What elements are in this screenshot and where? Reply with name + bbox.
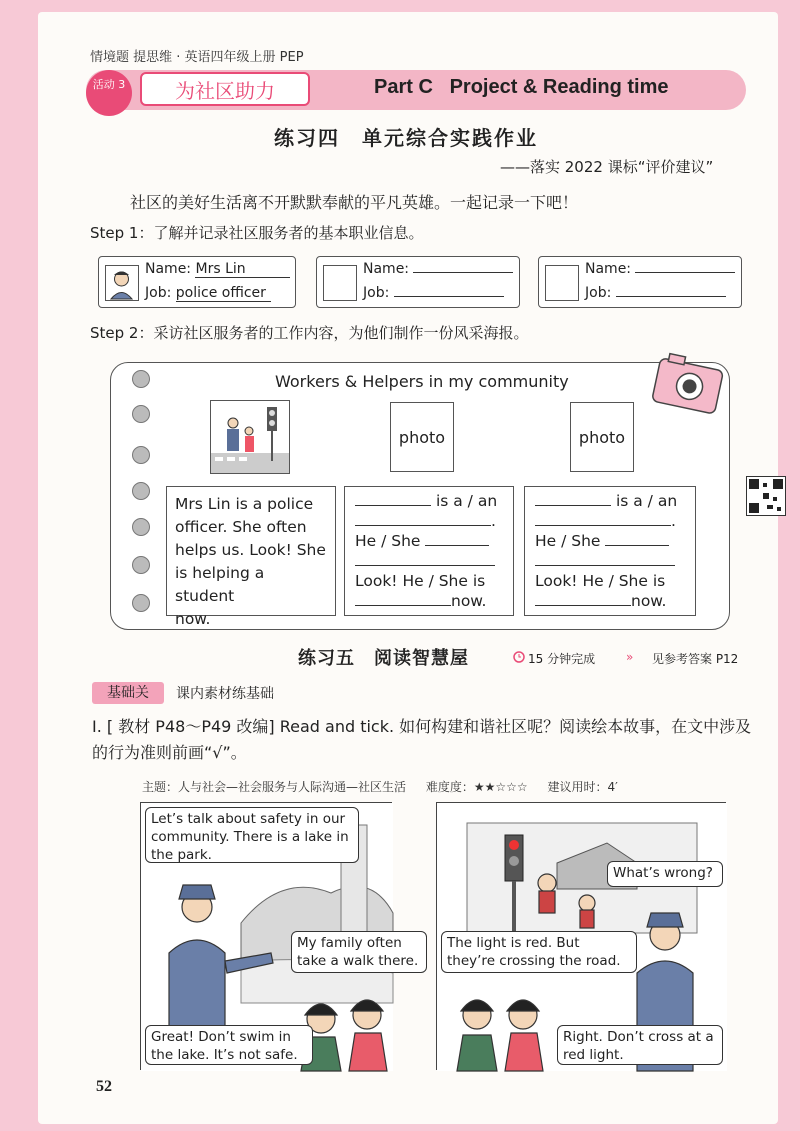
template-line4: Look! He / She is [535,572,666,590]
blank[interactable] [535,505,611,506]
poster-title: Workers & Helpers in my community [275,372,569,391]
alarm-clock-icon [512,648,526,667]
example-line: officer. She often [175,518,307,536]
basic-level-text: 课内素材练基础 [176,686,274,702]
card1-job-label: Job: [145,285,172,301]
blank[interactable] [355,525,491,526]
exercise4-intro: 社区的美好生活离不开默默奉献的平凡英雄。一起记录一下吧！ [130,193,579,212]
speech-bubble: Let’s talk about safety in our community. There is a lake in the park. [145,807,359,863]
topic: 主题：人与社会—社会服务与人际沟通—社区生活 [142,780,407,794]
template-line2: . [671,512,676,530]
example-line: is helping a student [175,564,265,605]
template-line5: now. [451,592,487,610]
photo-slot [323,265,357,301]
example-line: now. [175,610,211,628]
card2-job-value[interactable] [394,296,504,297]
double-chevron-icon: » [626,650,634,664]
speech-bubble: Great! Don’t swim in the lake. It’s not safe. [145,1025,313,1065]
binder-hole [132,446,150,464]
blank[interactable] [535,565,675,566]
template-line4: Look! He / She is [355,572,486,590]
example-text-box [166,486,336,628]
card3-job-value[interactable] [616,296,726,297]
photo-slot-3: photo [570,402,634,472]
question-1: Ⅰ. [ 教材 P48～P49 改编] Read and tick. 如何构建和谐社区呢？阅读绘本故事，在文中涉及的行为准则前画“√”。 [92,717,752,762]
binder-hole [132,556,150,574]
blank[interactable] [605,545,669,546]
difficulty: 难度度：★★☆☆☆ [425,780,528,794]
worker-card-3 [538,256,742,308]
exercise4-title: 练习四 单元综合实践作业 [274,126,538,150]
speech-bubble: What’s wrong? [607,861,723,887]
card1-name-label: Name: [145,261,192,277]
binder-hole [132,405,150,423]
blank[interactable] [355,505,431,506]
topic-line [142,778,618,795]
template-box-2 [344,486,514,616]
qr-code-icon [746,476,786,516]
part-title: Part C Project & Reading time [374,76,669,98]
step2-text: Step 2：采访社区服务者的工作内容，为他们制作一份风采海报。 [90,324,529,342]
template-line3: He / She [355,532,421,550]
blank[interactable] [535,605,631,606]
worker-card-2 [316,256,520,308]
binder-hole [132,370,150,388]
example-line: helps us. Look! She [175,541,326,559]
police-avatar-icon [105,265,139,301]
photo-slot-2: photo [390,402,454,472]
book-title: 情境题 提思维 · 英语四年级上册 PEP [90,50,304,65]
card2-name-label: Name: [363,261,410,277]
card3-name-value[interactable] [635,272,735,273]
time-limit: 15 分钟完成 [528,652,596,666]
suggested-time: 建议用时：4′ [547,780,618,794]
blank[interactable] [355,565,495,566]
card3-job-label: Job: [585,285,612,301]
blank[interactable] [355,605,451,606]
binder-hole [132,518,150,536]
worker-card-1 [98,256,296,308]
card3-name-label: Name: [585,261,632,277]
police-student-illustration [210,400,290,474]
template-line5: now. [631,592,667,610]
card2-name-value[interactable] [413,272,513,273]
basic-level-tag: 基础关 [92,682,164,704]
activity-badge: 活动 3 [86,70,132,116]
exercise5-title: 练习五 阅读智慧屋 [298,648,469,669]
comic-panel-left [140,802,419,1070]
exercise4-subtitle: ——落实 2022 课标“评价建议” [500,158,714,176]
photo-slot [545,265,579,301]
blank[interactable] [535,525,671,526]
binder-hole [132,594,150,612]
template-line3: He / She [535,532,601,550]
speech-bubble: Right. Don’t cross at a red light. [557,1025,723,1065]
card1-job-value[interactable]: police officer [176,285,271,302]
speech-bubble: The light is red. But they’re crossing the road. [441,931,637,973]
card1-name-value[interactable]: Mrs Lin [195,261,290,278]
template-line1: is a / an [435,492,498,510]
activity-name: 为社区助力 [140,72,310,106]
template-line1: is a / an [615,492,678,510]
page-number: 52 [96,1078,112,1095]
step1-text: Step 1：了解并记录社区服务者的基本职业信息。 [90,224,424,242]
card2-job-label: Job: [363,285,390,301]
template-line2: . [491,512,496,530]
camera-icon [650,350,726,422]
example-line: Mrs Lin is a police [175,495,314,513]
binder-hole [132,482,150,500]
blank[interactable] [425,545,489,546]
comic-panel-right [436,802,726,1070]
answer-reference: 见参考答案 P12 [652,652,739,666]
speech-bubble: My family often take a walk there. [291,931,427,973]
template-box-3 [524,486,696,616]
